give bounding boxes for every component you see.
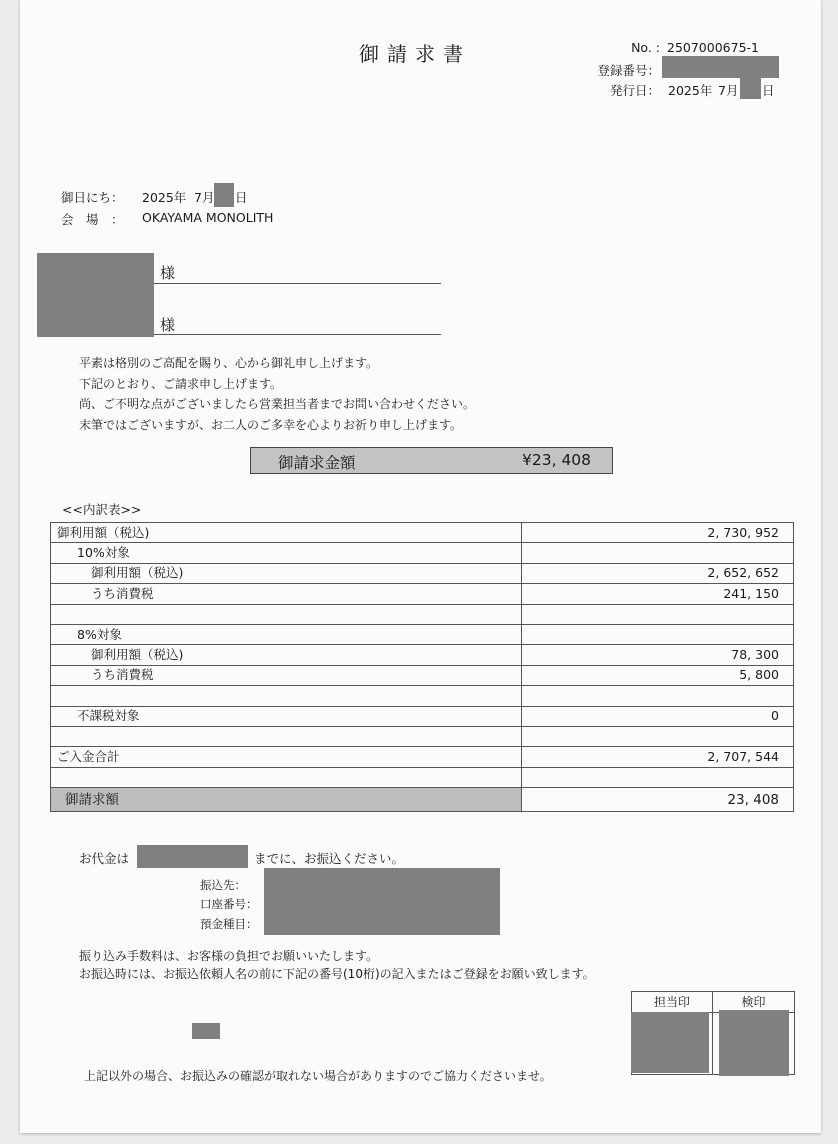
- row-value: [522, 686, 794, 706]
- row-value: 78, 300: [522, 645, 794, 665]
- payment-prefix: お代金は: [79, 851, 130, 866]
- issue-date-month: 7月: [718, 83, 739, 98]
- account-number-label: 口座番号：: [200, 897, 258, 911]
- row-value: 5, 800: [522, 665, 794, 685]
- row-label: 8%対象: [51, 624, 522, 644]
- greeting-line: 平素は格別のご高配を賜り、心から御礼申し上げます。: [79, 356, 379, 370]
- greeting-line: 末筆ではございますが、お二人のご多幸を心よりお祈り申し上げます。: [79, 417, 463, 432]
- inspection-stamp-header: 検印: [713, 992, 794, 1013]
- event-date-month: 7月: [194, 190, 215, 205]
- issue-date-year: 2025年: [668, 83, 713, 98]
- table-row: [51, 726, 794, 746]
- redacted-recipient-names: [37, 253, 154, 337]
- table-row: [51, 706, 794, 726]
- table-row: [51, 645, 794, 665]
- issue-date-label: 発行日：: [609, 83, 660, 98]
- invoice-amount-label: 御請求金額: [278, 454, 356, 472]
- registration-number-label: 登録番号：: [597, 63, 660, 78]
- row-label: うち消費税: [51, 665, 522, 685]
- event-date-day-suffix: 日: [235, 190, 248, 205]
- invoice-no-label: No. :: [631, 40, 660, 55]
- event-date-year: 2025年: [142, 190, 187, 205]
- row-label: [51, 726, 522, 746]
- row-label: [51, 604, 522, 624]
- invoice-amount-value: ¥23, 408: [522, 451, 592, 469]
- row-value: [522, 767, 794, 787]
- redacted-bank-details: [264, 868, 500, 935]
- greeting-block: [79, 353, 475, 435]
- redacted-event-day: [214, 183, 234, 207]
- greeting-line: 尚、ご不明な点がございましたら営業担当者までお問い合わせください。: [79, 397, 476, 411]
- row-value: 2, 730, 952: [522, 523, 794, 543]
- recipient-underline-2: [154, 334, 441, 335]
- row-value: 2, 707, 544: [522, 747, 794, 767]
- event-date-label: 御日にち：: [61, 190, 124, 205]
- row-label: [51, 686, 522, 706]
- greeting-line: 下記のとおり、ご請求申し上げます。: [79, 376, 283, 391]
- table-row: [51, 523, 794, 543]
- redacted-inspection-stamp: [719, 1010, 789, 1076]
- redacted-registration-number: [662, 56, 779, 78]
- row-value: 2, 652, 652: [522, 563, 794, 583]
- redacted-staff-stamp: [631, 1012, 709, 1073]
- table-row: [51, 584, 794, 604]
- row-value: 241, 150: [522, 584, 794, 604]
- redacted-payment-deadline: [137, 845, 248, 868]
- venue-label: 会 場 ：: [61, 212, 124, 227]
- row-label: 御利用額（税込): [51, 563, 522, 583]
- table-row: [51, 686, 794, 706]
- redacted-issue-day: [740, 75, 761, 99]
- venue-value: OKAYAMA MONOLITH: [142, 210, 274, 225]
- table-row: [51, 543, 794, 563]
- row-label: 御利用額（税込): [51, 645, 522, 665]
- document-title: 御請求書: [359, 42, 471, 66]
- row-label: 不課税対象: [51, 706, 522, 726]
- issue-date-day-suffix: 日: [762, 83, 775, 98]
- recipient-underline-1: [154, 283, 441, 284]
- payment-suffix: までに、お振込ください。: [254, 851, 405, 866]
- row-value: [522, 726, 794, 746]
- transfer-number-note: お振込時には、お振込依頼人名の前に下記の番号(10桁)の記入またはご登録をお願い致します。: [79, 967, 595, 981]
- transfer-fee-note: 振り込み手数料は、お客様の負担でお願いいたします。: [79, 949, 379, 963]
- row-value: [522, 624, 794, 644]
- table-row: [51, 665, 794, 685]
- recipient-honorific-1: 様: [160, 264, 176, 282]
- bank-label: 振込先：: [200, 878, 246, 892]
- invoice-no-value: 2507000675-1: [667, 40, 759, 55]
- table-row: [51, 604, 794, 624]
- row-label: 10%対象: [51, 543, 522, 563]
- table-row: [51, 563, 794, 583]
- row-value: [522, 543, 794, 563]
- row-value: 0: [522, 706, 794, 726]
- row-label: 御利用額（税込): [51, 523, 522, 543]
- total-value: 23, 408: [522, 788, 794, 812]
- total-label: 御請求額: [51, 788, 522, 812]
- row-label: ご入金合計: [51, 747, 522, 767]
- recipient-honorific-2: 様: [160, 316, 176, 334]
- breakdown-title: <<内訳表>>: [62, 502, 142, 517]
- staff-stamp-header: 担当印: [632, 992, 713, 1013]
- redacted-reference-number: [192, 1023, 220, 1039]
- table-row: [51, 624, 794, 644]
- account-type-label: 預金種目：: [200, 917, 258, 931]
- stamp-divider: [712, 992, 713, 1074]
- confirmation-note: 上記以外の場合、お振込みの確認が取れない場合がありますのでご協力くださいませ。: [84, 1069, 552, 1083]
- table-row: [51, 767, 794, 787]
- table-row: [51, 747, 794, 767]
- row-label: [51, 767, 522, 787]
- row-label: うち消費税: [51, 584, 522, 604]
- breakdown-table: [50, 522, 794, 812]
- row-value: [522, 604, 794, 624]
- total-row: [51, 788, 794, 812]
- invoice-amount-box: [250, 447, 613, 474]
